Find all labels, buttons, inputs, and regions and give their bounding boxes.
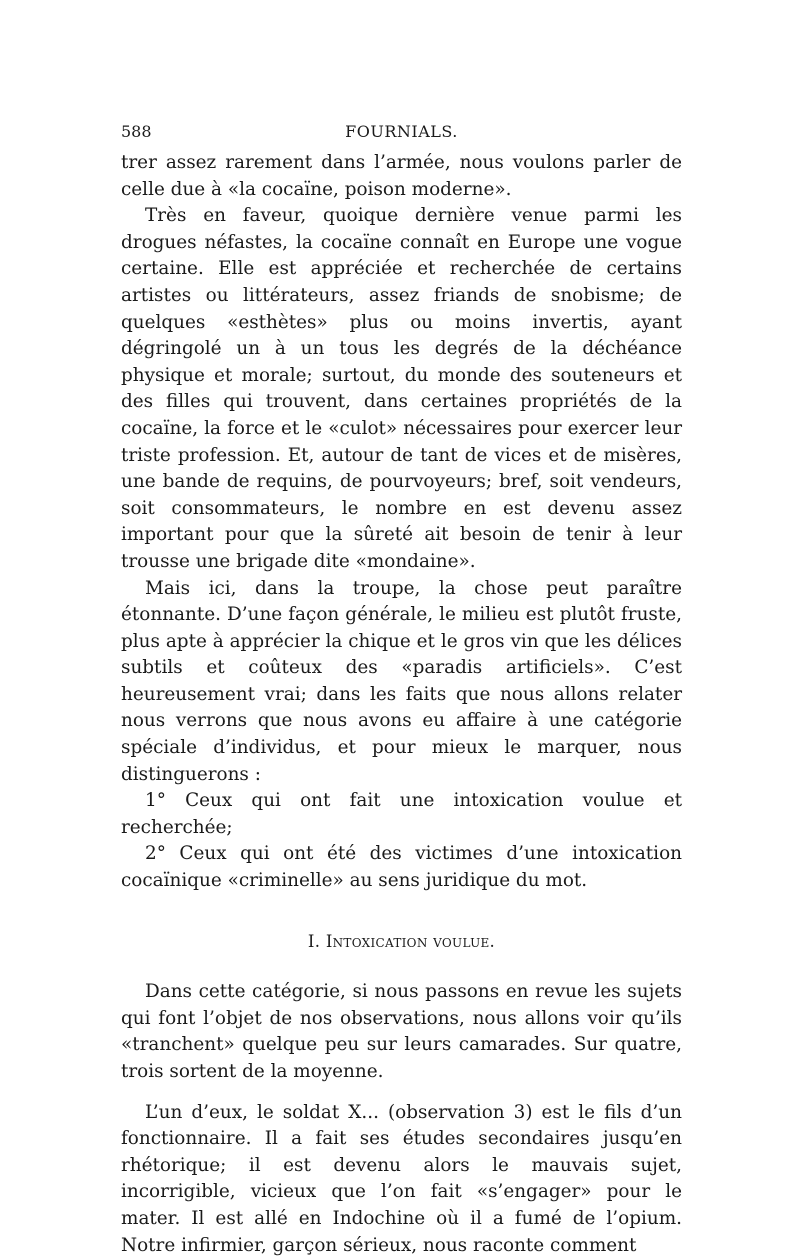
paragraph: Dans cette catégorie, si nous passons en revue les sujets qui font l’objet de nos observations, nous allons voir qu’ils «tranchent» quelque peu sur leurs camarades. Sur quatre, trois sortent de la moyenne.	[121, 981, 682, 1082]
list-item: 2° Ceux qui ont été des victimes d’une intoxication cocaïnique «criminelle» au sens juridique du mot.	[121, 843, 682, 892]
paragraph: L’un d’eux, le soldat X... (observation 3) est le fils d’un fonctionnaire. Il a fait ses études secondaires jusqu’en rhétorique; il est devenu alors le mauvais sujet, incorrigible, vicieux que l’on fait «s’engager» pour le mater. Il est allé en Indochine où il a fumé de l’opium. Notre infirmier, garçon sérieux, nous raconte comment	[121, 1101, 682, 1256]
book-page	[121, 122, 682, 1259]
paragraph: Très en faveur, quoique dernière venue parmi les drogues néfastes, la cocaïne connaît en Europe une vogue certaine. Elle est appréciée et recherchée de certains artistes ou littérateurs, assez friands de snobisme; de quelques «esthètes» plus ou moins invertis, ayant dégringolé un à un tous les degrés de la déchéance physique et morale; surtout, du monde des souteneurs et des filles qui trouvent, dans certaines propriétés de la cocaïne, la force et le «culot» nécessaires pour exercer leur triste profession. Et, autour de tant de vices et de misères, une bande de requins, de pourvoyeurs; bref, soit vendeurs, soit consommateurs, le nombre en est devenu assez important pour que la sûreté ait besoin de tenir à leur trousse une brigade dite «mondaine».	[121, 205, 682, 572]
body-text	[121, 150, 682, 1259]
paragraph: Mais ici, dans la troupe, la chose peut paraître étonnante. D’une façon générale, le milieu est plutôt fruste, plus apte à apprécier la chique et le gros vin que les délices subtils et coûteux des «paradis artificiels». C’est heureusement vrai; dans les faits que nous allons relater nous verrons que nous avons eu affaire à une catégorie spéciale d’individus, et pour mieux le marquer, nous distinguerons :	[121, 577, 682, 785]
section-title: Intoxication voulue.	[325, 931, 496, 951]
section-heading	[121, 929, 682, 956]
running-title: FOURNIALS.	[345, 122, 458, 141]
paragraph-continuation: trer assez rarement dans l’armée, nous voulons parler de celle due à «la cocaïne, poison moderne».	[121, 152, 682, 200]
section-number: I.	[307, 931, 321, 951]
page-number: 588	[121, 122, 152, 141]
page-header	[121, 122, 682, 150]
list-item: 1° Ceux qui ont fait une intoxication voulue et recherchée;	[121, 790, 682, 838]
